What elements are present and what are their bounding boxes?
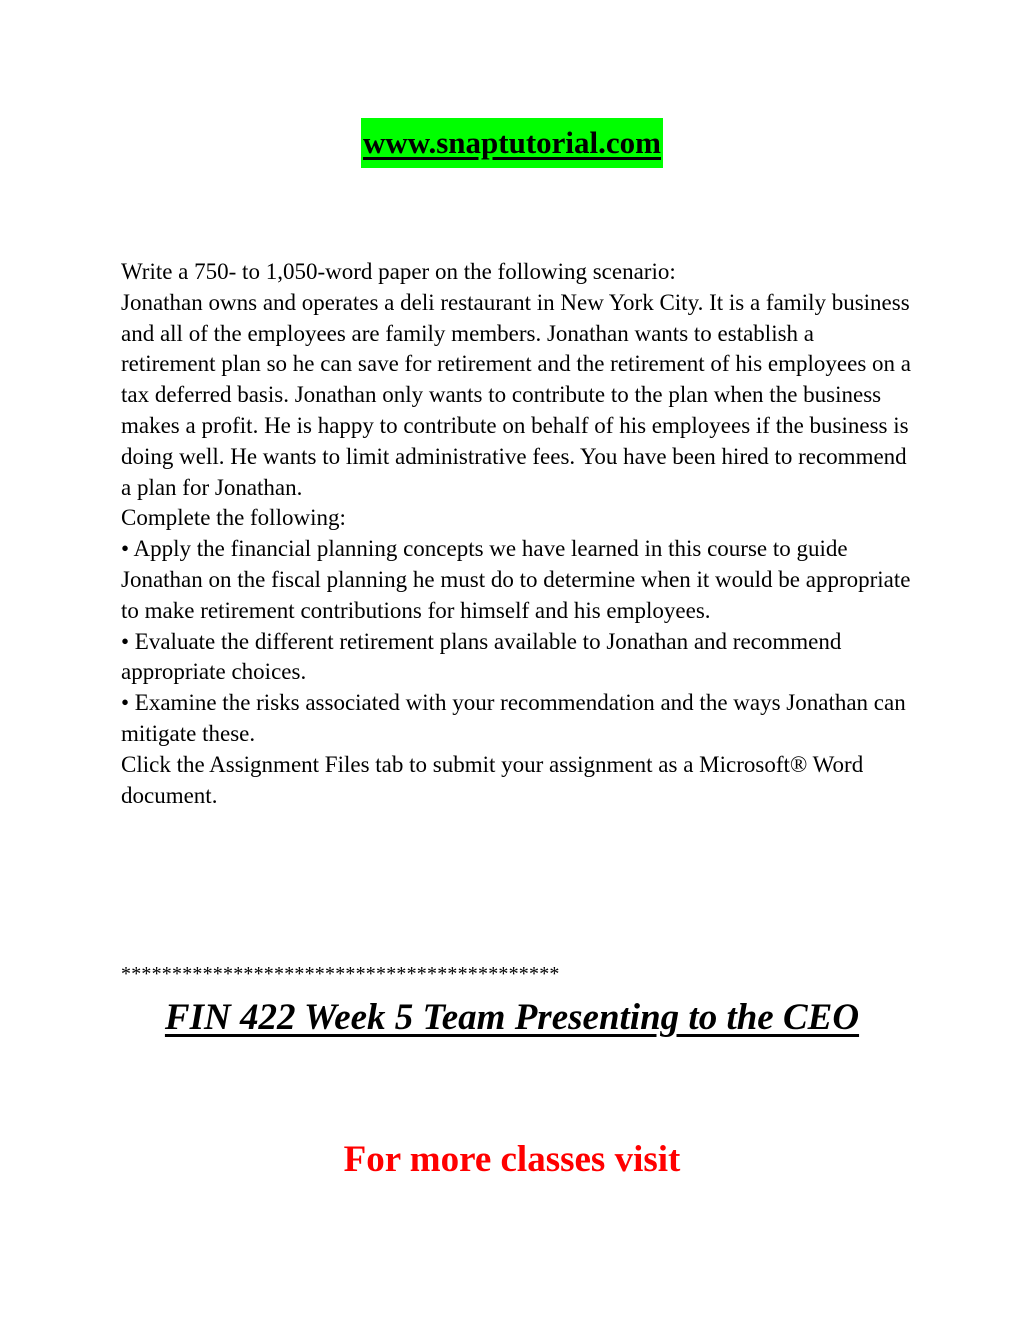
site-link[interactable]: www.snaptutorial.com [361,118,663,168]
bullet-item: • Evaluate the different retirement plans available to Jonathan and recommend appropriate choices. [121,628,842,685]
bullet-item: • Apply the financial planning concepts we have learned in this course to guide Jonathan on the fiscal planning he must do to determine when it would be appropriate to make retirement contributions for himself and his employees. [121,536,911,623]
site-link-container [0,118,1024,168]
scenario-paragraph: Jonathan owns and operates a deli restaurant in New York City. It is a family business and all of the employees are family members. Jonathan wants to establish a retirement plan so he can save for retirement and the retirement of his employees on a tax deferred basis. Jonathan only wants to contribute to the plan when the business makes a profit. He is happy to contribute on behalf of his employees if the business is doing well. He wants to limit administrative fees. You have been hired to recommend a plan for Jonathan. [121,289,911,500]
visit-heading: For more classes visit [343,1139,681,1180]
course-title: FIN 422 Week 5 Team Presenting to the CEO [164,997,860,1038]
intro-line: Write a 750- to 1,050-word paper on the following scenario: [121,259,676,284]
bullet-item: • Examine the risks associated with your recommendation and the ways Jonathan can mitigate these. [121,690,906,746]
assignment-description [121,257,911,811]
instructions-heading: Complete the following: [121,505,346,531]
asterisk-separator: ******************************************* [121,963,560,985]
submission-note: Click the Assignment Files tab to submit your assignment as a Microsoft® Word document. [121,751,864,808]
